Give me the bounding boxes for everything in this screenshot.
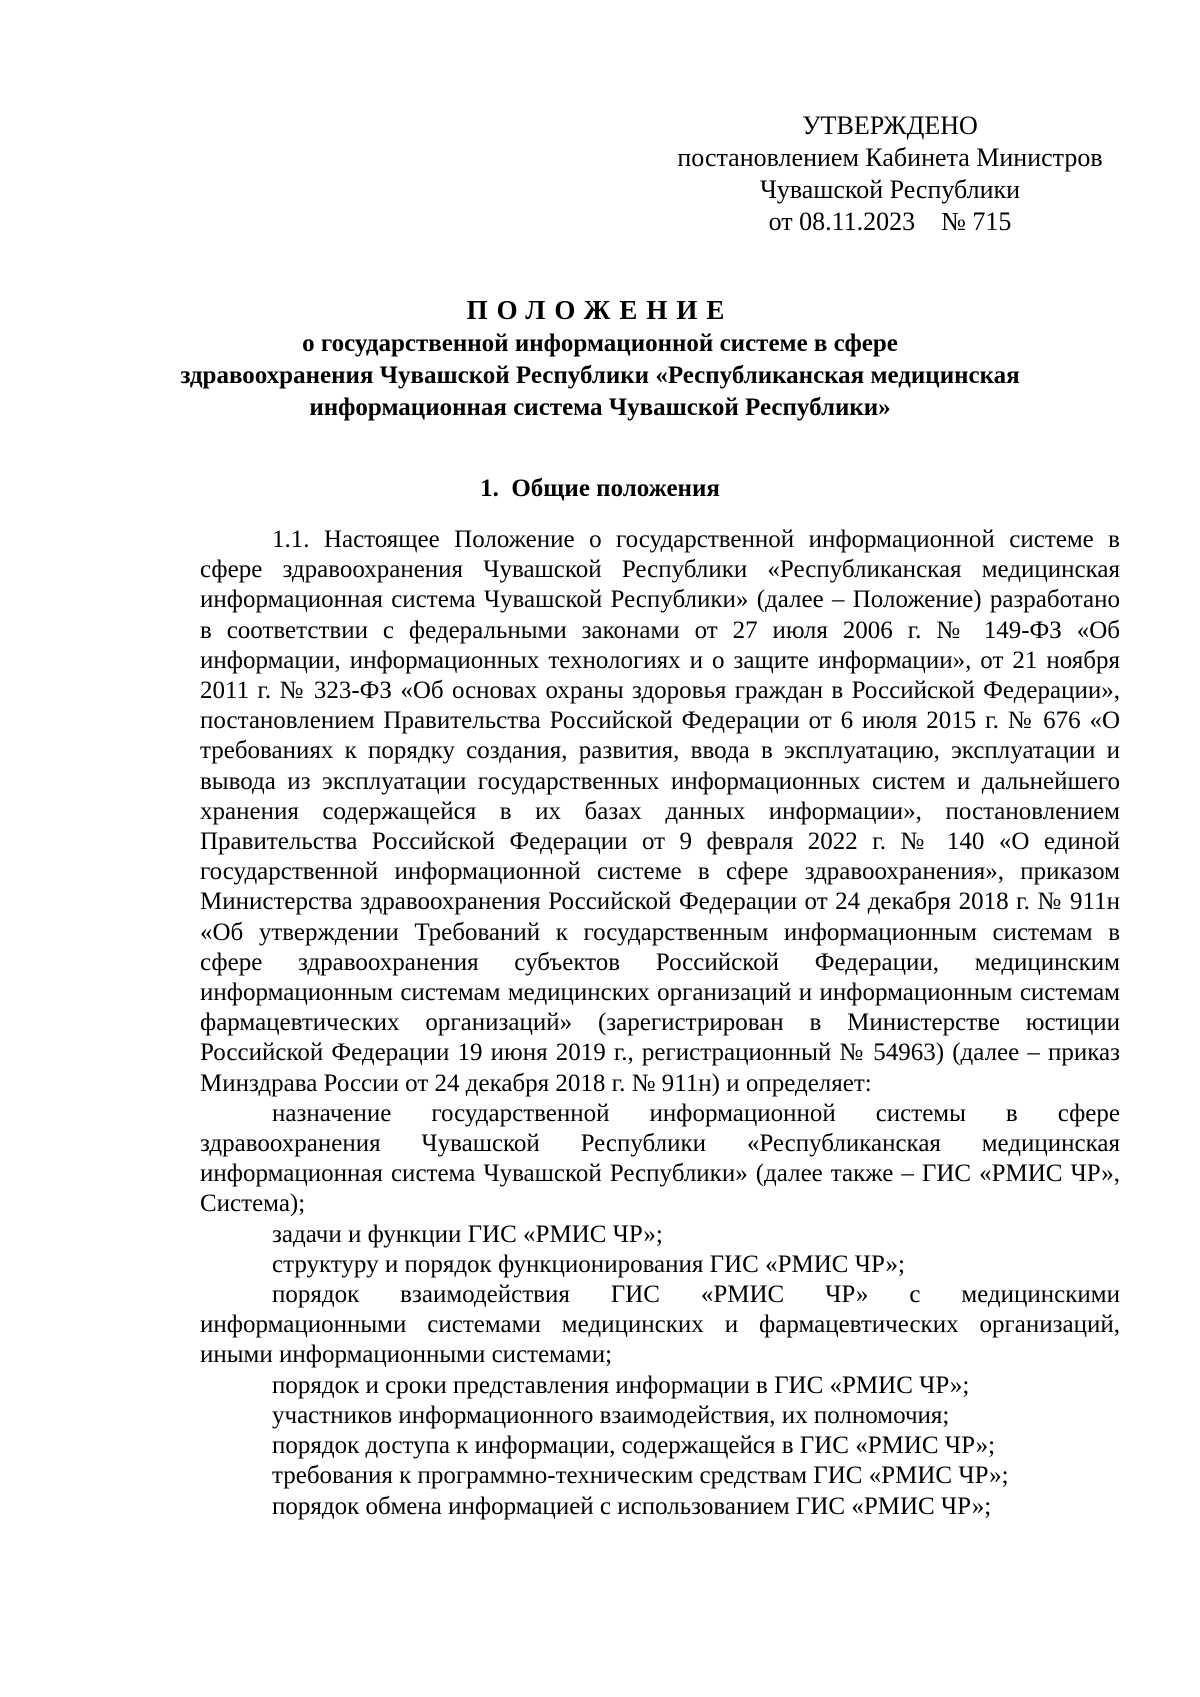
subtitle-line: о государственной информационной системе в сфере	[302, 330, 898, 357]
list-item: требования к программно-техническим средствам ГИС «РМИС ЧР»;	[272, 1462, 1009, 1490]
list-item: задачи и функции ГИС «РМИС ЧР»;	[272, 1220, 663, 1248]
document-title: ПОЛОЖЕНИЕ	[466, 295, 734, 325]
document-body	[200, 525, 1120, 1522]
approval-block	[660, 110, 1120, 238]
section-heading: 1. Общие положения	[480, 475, 720, 502]
list-item: порядок обмена информацией с использованием ГИС «РМИС ЧР»;	[272, 1492, 992, 1520]
document-subtitle	[120, 328, 1080, 424]
subtitle-line: здравоохранения Чувашской Республики «Республиканская медицинская	[180, 362, 1020, 389]
approval-republic: Чувашской Республики	[759, 175, 1021, 204]
list-item: порядок доступа к информации, содержащейся в ГИС «РМИС ЧР»;	[272, 1432, 996, 1460]
list-item: порядок и сроки представления информации в ГИС «РМИС ЧР»;	[272, 1371, 970, 1399]
paragraph: 1.1. Настоящее Положение о государственной информационной системе в сфере здравоохранения Чувашской Республики «Республиканская медицинская информационная система Чувашской Республики» (далее – Положение) разработано в соответствии с федеральными законами от 27 июля 2006 г. № 149-ФЗ «Об информации, информационных технологиях и о защите информации», от 21 ноября 2011 г. № 323-ФЗ «Об основах охраны здоровья граждан в Российской Федерации», постановлением Правительства Российской Федерации от 6 июля 2015 г. № 676 «О требованиях к порядку создания, развития, ввода в эксплуатацию, эксплуатации и вывода из эксплуатации государственных информационных систем и дальнейшего хранения содержащейся в их базах данных информации», постановлением Правительства Российской Федерации от 9 февраля 2022 г. № 140 «О единой государственной информационной системе в сфере здравоохранения», приказом Министерства здравоохранения Российской Федерации от 24 декабря 2018 г. № 911н «Об утверждении Требований к государственным информационным системам в сфере здравоохранения субъектов Российской Федерации, медицинским информационным системам медицинских организаций и информационным системам фармацевтических организаций» (зарегистрирован в Министерстве юстиции Российской Федерации 19 июня 2019 г., регистрационный № 54963) (далее – приказ Минздрава России от 24 декабря 2018 г. № 911н) и определяет:	[200, 526, 1120, 1097]
approval-date-number: от 08.11.2023 № 715	[768, 207, 1012, 236]
list-item: порядок взаимодействия ГИС «РМИС ЧР» с медицинскими информационными системами медицинских и фармацевтических организаций, иными информационными системами;	[200, 1281, 1120, 1369]
list-item: назначение государственной информационной системы в сфере здравоохранения Чувашской Республики «Республиканская медицинская информационная система Чувашской Республики» (далее также – ГИС «РМИС ЧР», Система);	[200, 1099, 1120, 1218]
approval-heading: УТВЕРЖДЕНО	[802, 111, 978, 140]
approval-authority: постановлением Кабинета Министров	[677, 143, 1103, 172]
list-item: участников информационного взаимодействия, их полномочия;	[272, 1401, 950, 1429]
list-item: структуру и порядок функционирования ГИС «РМИС ЧР»;	[272, 1250, 905, 1278]
subtitle-line: информационная система Чувашской Республики»	[309, 394, 891, 421]
